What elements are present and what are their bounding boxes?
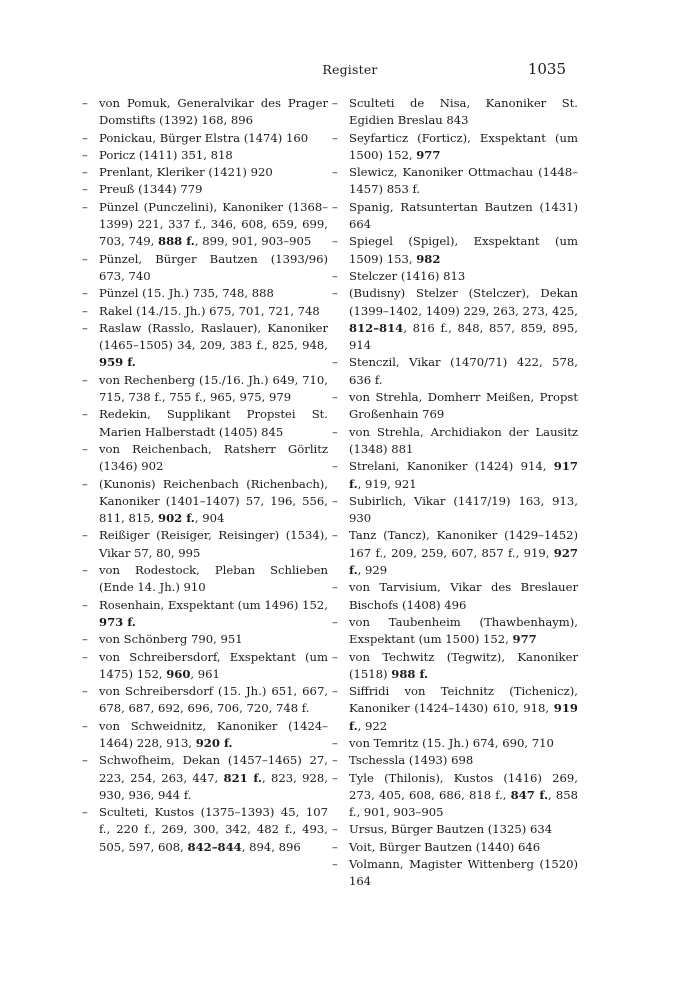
index-entry xyxy=(82,441,328,476)
entry-text: Rosenhain, Exspektant (um 1496) 152, 973 f. xyxy=(99,597,328,629)
entry-dash: – xyxy=(82,476,88,491)
entry-dash: – xyxy=(82,684,88,699)
entry-dash: – xyxy=(82,372,88,387)
entry-text: Volmann, Magister Wittenberg (1520) 164 xyxy=(349,857,578,889)
entry-dash: – xyxy=(332,649,338,664)
entry-text: von Schreibersdorf (15. Jh.) 651, 667, 678, 687, 692, 696, 706, 720, 748 f. xyxy=(99,684,328,716)
entry-text: Redekin, Supplikant Propstei St. Marien Halberstadt (1405) 845 xyxy=(99,407,328,439)
entry-text: Slewicz, Kanoniker Ottmachau (1448–1457) 853 f. xyxy=(349,165,578,197)
index-entry xyxy=(332,683,578,735)
index-entry xyxy=(82,95,328,130)
entry-dash: – xyxy=(332,822,338,837)
entry-text: von Rechenberg (15./16. Jh.) 649, 710, 715, 738 f., 755 f., 965, 975, 979 xyxy=(99,372,328,405)
entry-dash: – xyxy=(82,632,88,647)
page-header xyxy=(0,62,700,82)
entry-text: Raslaw (Rasslo, Raslauer), Kanoniker (1465–1505) 34, 209, 383 f., 825, 948, 959 f. xyxy=(99,320,328,370)
index-entry xyxy=(82,372,328,407)
running-title: Register xyxy=(322,62,378,77)
entry-text: Ursus, Bürger Bautzen (1325) 634 xyxy=(349,822,553,837)
entry-text: von Pomuk, Generalvikar des Prager Domstifts (1392) 168, 896 xyxy=(99,96,328,128)
entry-dash: – xyxy=(332,839,338,854)
entry-dash: – xyxy=(332,493,338,508)
index-entry xyxy=(332,493,578,528)
entry-text: von Temritz (15. Jh.) 674, 690, 710 xyxy=(349,735,554,750)
entry-dash: – xyxy=(332,96,338,110)
entry-dash: – xyxy=(332,684,338,699)
entry-text: Prenlant, Kleriker (1421) 920 xyxy=(99,165,273,180)
index-entry xyxy=(82,804,328,856)
entry-dash: – xyxy=(332,770,338,785)
index-entry xyxy=(82,199,328,251)
entry-dash: – xyxy=(82,718,88,733)
index-entry xyxy=(82,303,328,320)
entry-text: von Techwitz (Tegwitz), Kanoniker (1518) 988 f. xyxy=(349,649,578,681)
entry-dash: – xyxy=(332,735,338,750)
index-entry xyxy=(82,631,328,648)
entry-dash: – xyxy=(82,286,88,301)
index-entry xyxy=(332,164,578,199)
index-entry xyxy=(82,597,328,632)
entry-text: von Strehla, Archidiakon der Lausitz (1348) 881 xyxy=(349,424,578,456)
entry-text: Voit, Bürger Bautzen (1440) 646 xyxy=(349,839,541,854)
entry-text: Tschessla (1493) 698 xyxy=(349,753,474,768)
entry-text: Stelczer (1416) 813 xyxy=(349,268,466,283)
entry-dash: – xyxy=(82,251,88,266)
index-entry xyxy=(332,95,578,130)
entry-text: Seyfarticz (Forticz), Exspektant (um 1500) 152, 977 xyxy=(349,130,578,162)
index-entry xyxy=(332,821,578,838)
entry-dash: – xyxy=(82,130,88,145)
entry-text: Strelani, Kanoniker (1424) 914, 917 f., 919, 921 xyxy=(349,459,578,491)
entry-text: von Tarvisium, Vikar des Breslauer Bischofs (1408) 496 xyxy=(349,580,578,612)
entry-text: Spanig, Ratsuntertan Bautzen (1431) 664 xyxy=(349,199,578,232)
index-entry xyxy=(332,856,578,891)
entry-text: Tyle (Thilonis), Kustos (1416) 269, 273, 405, 608, 686, 818 f., 847 f., 858 f., 901, 903–905 xyxy=(349,770,579,820)
entry-dash: – xyxy=(332,286,338,301)
index-entry xyxy=(332,579,578,614)
entry-text: Ponickau, Bürger Elstra (1474) 160 xyxy=(99,130,309,145)
entry-dash: – xyxy=(82,182,88,197)
index-entry xyxy=(332,839,578,856)
entry-dash: – xyxy=(332,199,338,214)
entry-dash: – xyxy=(332,614,338,629)
entry-dash: – xyxy=(332,130,338,145)
entry-dash: – xyxy=(332,165,338,180)
index-entry xyxy=(82,406,328,441)
index-entry xyxy=(82,164,328,181)
index-entry xyxy=(82,251,328,286)
entry-dash: – xyxy=(82,805,88,820)
entry-dash: – xyxy=(82,147,88,162)
index-entry xyxy=(332,199,578,234)
entry-text: Schwofheim, Dekan (1457–1465) 27, 223, 254, 263, 447, 821 f., 823, 928, 930, 936, 944 f. xyxy=(99,753,328,802)
index-entry xyxy=(82,285,328,302)
entry-dash: – xyxy=(82,528,88,543)
index-entry xyxy=(332,649,578,684)
entry-dash: – xyxy=(82,407,88,422)
index-entry xyxy=(82,130,328,147)
index-entry xyxy=(332,752,578,769)
index-entry xyxy=(332,354,578,389)
index-entry xyxy=(82,649,328,684)
index-entry xyxy=(332,285,578,354)
index-entry xyxy=(332,389,578,424)
entry-text: von Rodestock, Pleban Schlieben (Ende 14. Jh.) 910 xyxy=(99,563,328,595)
index-entry xyxy=(82,562,328,597)
index-entry xyxy=(82,147,328,164)
index-entry xyxy=(332,614,578,649)
entry-dash: – xyxy=(332,753,338,768)
entry-text: Stenczil, Vikar (1470/71) 422, 578, 636 f. xyxy=(349,355,578,387)
entry-dash: – xyxy=(82,320,88,335)
entry-text: Rakel (14./15. Jh.) 675, 701, 721, 748 xyxy=(99,303,320,318)
entry-text: Sculteti, Kustos (1375–1393) 45, 107 f., 220 f., 269, 300, 342, 482 f., 493, 505, 597, 608, 842–844, 894, 896 xyxy=(99,805,328,854)
entry-text: von Schreibersdorf, Exspektant (um 1475) 152, 960, 961 xyxy=(99,649,328,681)
entry-text: Preuß (1344) 779 xyxy=(99,182,203,197)
index-entry xyxy=(332,770,578,822)
index-entry xyxy=(332,735,578,752)
index-entry xyxy=(332,268,578,285)
entry-dash: – xyxy=(332,857,338,872)
entry-text: Pünzel (Punczelini), Kanoniker (1368–1399) 221, 337 f., 346, 608, 659, 699, 703, 749, 888 f., 899, 901, 903–905 xyxy=(99,199,328,249)
index-entry xyxy=(82,476,328,528)
entry-text: (Budisny) Stelzer (Stelczer), Dekan (1399–1402, 1409) 229, 263, 273, 425, 812–814, 816 f., 848, 857, 859, 895, 914 xyxy=(349,286,578,353)
index-entry xyxy=(332,233,578,268)
index-entry xyxy=(82,320,328,372)
index-entry xyxy=(82,181,328,198)
entry-text: Reißiger (Reisiger, Reisinger) (1534), Vikar 57, 80, 995 xyxy=(99,528,328,560)
index-entry xyxy=(82,752,328,804)
entry-text: Subirlich, Vikar (1417/19) 163, 913, 930 xyxy=(349,493,578,526)
entry-dash: – xyxy=(82,649,88,664)
entry-text: Tanz (Tancz), Kanoniker (1429–1452) 167 f., 209, 259, 607, 857 f., 919, 927 f., 929 xyxy=(349,528,578,578)
entry-text: Poricz (1411) 351, 818 xyxy=(99,147,233,162)
entry-dash: – xyxy=(332,355,338,370)
entry-dash: – xyxy=(332,268,338,283)
entry-text: Spiegel (Spigel), Exspektant (um 1509) 153, 982 xyxy=(349,234,578,266)
entry-text: Pünzel (15. Jh.) 735, 748, 888 xyxy=(99,286,274,301)
entry-dash: – xyxy=(82,753,88,768)
index-entry xyxy=(332,130,578,165)
entry-dash: – xyxy=(332,528,338,543)
entry-dash: – xyxy=(332,459,338,474)
entry-dash: – xyxy=(332,390,338,405)
entry-dash: – xyxy=(82,441,88,456)
entry-dash: – xyxy=(82,303,88,318)
index-entry xyxy=(82,527,328,562)
entry-dash: – xyxy=(82,563,88,578)
entry-dash: – xyxy=(332,234,338,249)
entry-text: Siffridi von Teichnitz (Tichenicz), Kanoniker (1424–1430) 610, 918, 919 f., 922 xyxy=(349,684,578,733)
entry-text: Pünzel, Bürger Bautzen (1393/96) 673, 740 xyxy=(99,251,328,283)
entry-text: Sculteti de Nisa, Kanoniker St. Egidien Breslau 843 xyxy=(349,96,578,128)
entry-dash: – xyxy=(82,199,88,214)
entry-text: von Schönberg 790, 951 xyxy=(99,632,243,647)
index-entry xyxy=(332,527,578,579)
entry-text: von Reichenbach, Ratsherr Görlitz (1346) 902 xyxy=(99,441,328,474)
index-entry xyxy=(332,458,578,493)
entry-text: (Kunonis) Reichenbach (Richenbach), Kanoniker (1401–1407) 57, 196, 556, 811, 815, 902 f., 904 xyxy=(99,476,328,526)
entry-dash: – xyxy=(82,165,88,180)
entry-text: von Schweidnitz, Kanoniker (1424–1464) 228, 913, 920 f. xyxy=(99,718,328,750)
index-column-right xyxy=(332,95,578,891)
index-entry xyxy=(332,424,578,459)
entry-text: von Strehla, Domherr Meißen, Propst Großenhain 769 xyxy=(349,390,578,422)
entry-dash: – xyxy=(332,580,338,595)
entry-text: von Taubenheim (Thawbenhaym), Exspektant (um 1500) 152, 977 xyxy=(349,614,578,647)
entry-dash: – xyxy=(332,424,338,439)
entry-dash: – xyxy=(82,597,88,612)
page-number: 1035 xyxy=(527,60,566,78)
entry-dash: – xyxy=(82,96,88,110)
index-column-left xyxy=(82,95,328,856)
index-entry xyxy=(82,683,328,718)
index-entry xyxy=(82,718,328,753)
